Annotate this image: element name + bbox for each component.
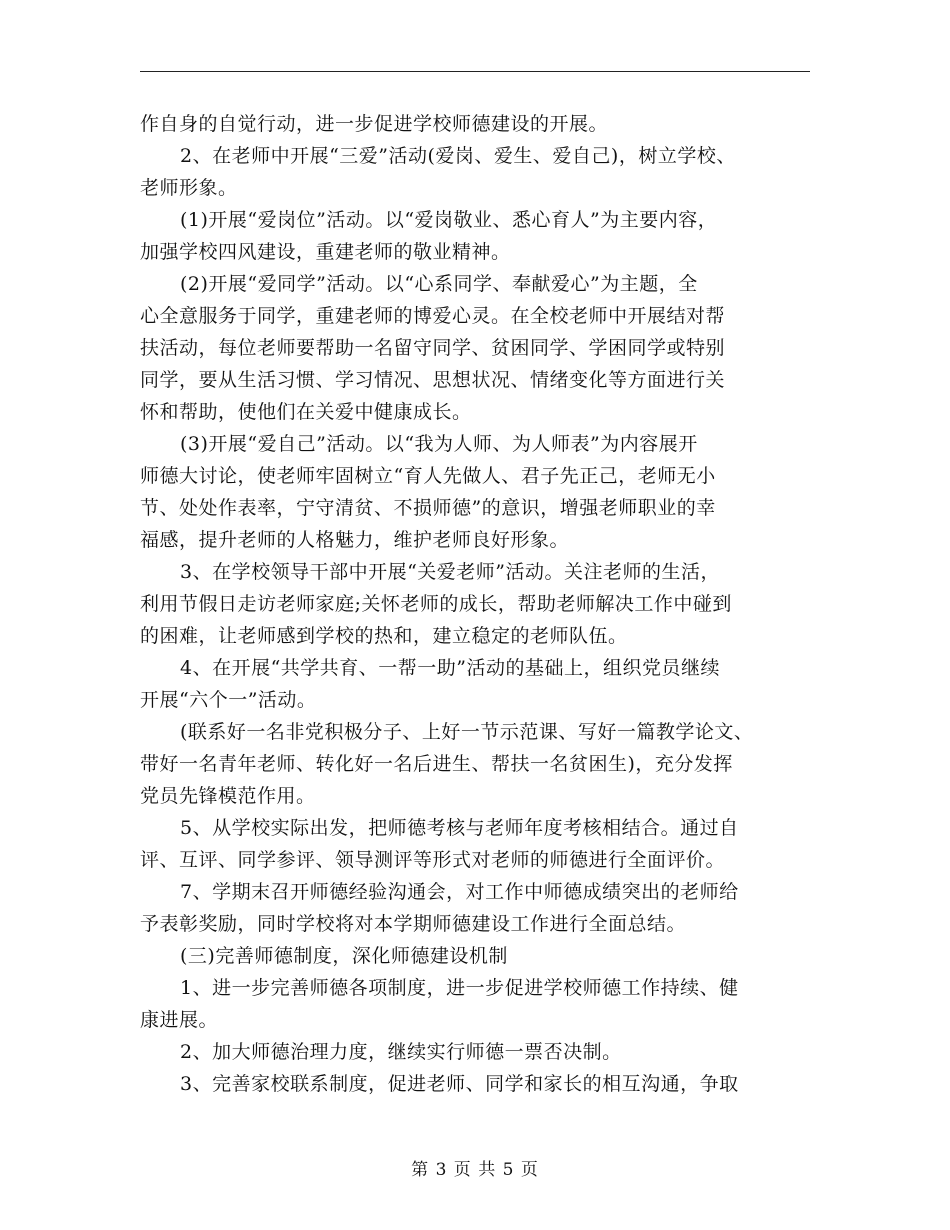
text-line: 5、从学校实际出发，把师德考核与老师年度考核相结合。通过自 bbox=[180, 817, 739, 839]
text-line: 7、学期末召开师德经验沟通会，对工作中师德成绩突出的老师给 bbox=[180, 881, 739, 903]
text-line: 带好一名青年老师、转化好一名后进生、帮扶一名贫困生)，充分发挥 bbox=[140, 753, 733, 775]
text-line: 1、进一步完善师德各项制度，进一步促进学校师德工作持续、健 bbox=[180, 977, 739, 999]
text-line: 加强学校四风建设，重建老师的敬业精神。 bbox=[140, 241, 511, 263]
header-rule bbox=[140, 71, 810, 72]
text-line: 康进展。 bbox=[140, 1009, 219, 1031]
body-text bbox=[140, 108, 815, 1100]
text-line: 怀和帮助，使他们在关爱中健康成长。 bbox=[140, 401, 472, 423]
text-line: 开展“六个一”活动。 bbox=[140, 689, 317, 711]
text-line: 心全意服务于同学，重建老师的博爱心灵。在全校老师中开展结对帮 bbox=[140, 305, 726, 327]
text-line: 作自身的自觉行动，进一步促进学校师德建设的开展。 bbox=[140, 113, 609, 135]
text-line: (1)开展“爱岗位”活动。以“爱岗敬业、悉心育人”为主要内容， bbox=[180, 209, 718, 231]
text-line: (联系好一名非党积极分子、上好一节示范课、写好一篇教学论文、 bbox=[180, 721, 754, 743]
text-line: 节、处处作表率，宁守清贫、不损师德”的意识，增强老师职业的幸 bbox=[140, 497, 716, 519]
text-line: 2、加大师德治理力度，继续实行师德一票否决制。 bbox=[180, 1041, 622, 1063]
text-line: (3)开展“爱自己”活动。以“我为人师、为人师表”为内容展开 bbox=[180, 433, 698, 455]
text-line: 2、在老师中开展“三爱”活动(爱岗、爱生、爱自己)，树立学校、 bbox=[180, 145, 736, 167]
text-line: 师德大讨论，使老师牢固树立“育人先做人、君子先正己，老师无小 bbox=[140, 465, 716, 487]
text-line: 党员先锋模范作用。 bbox=[140, 785, 316, 807]
text-line: 予表彰奖励，同时学校将对本学期师德建设工作进行全面总结。 bbox=[140, 913, 687, 935]
text-line: 扶活动，每位老师要帮助一名留守同学、贫困同学、学困同学或特别 bbox=[140, 337, 726, 359]
text-line: 福感，提升老师的人格魅力，维护老师良好形象。 bbox=[140, 529, 570, 551]
text-line: 利用节假日走访老师家庭;关怀老师的成长，帮助老师解决工作中碰到 bbox=[140, 593, 732, 615]
text-line: (三)完善师德制度，深化师德建设机制 bbox=[180, 945, 508, 967]
text-line: 的困难，让老师感到学校的热和，建立稳定的老师队伍。 bbox=[140, 625, 628, 647]
text-line: 同学，要从生活习惯、学习情况、思想状况、情绪变化等方面进行关 bbox=[140, 369, 726, 391]
text-line: 4、在开展“共学共育、一帮一助”活动的基础上，组织党员继续 bbox=[180, 657, 721, 679]
text-line: 评、互评、同学参评、领导测评等形式对老师的师德进行全面评价。 bbox=[140, 849, 726, 871]
text-line: (2)开展“爱同学”活动。以“心系同学、奉献爱心”为主题，全 bbox=[180, 273, 698, 295]
text-line: 老师形象。 bbox=[140, 177, 238, 199]
page-footer: 第 3 页 共 5 页 bbox=[411, 1160, 539, 1180]
text-line: 3、完善家校联系制度，促进老师、同学和家长的相互沟通，争取 bbox=[180, 1073, 739, 1095]
text-line: 3、在学校领导干部中开展“关爱老师”活动。关注老师的生活， bbox=[180, 561, 721, 583]
